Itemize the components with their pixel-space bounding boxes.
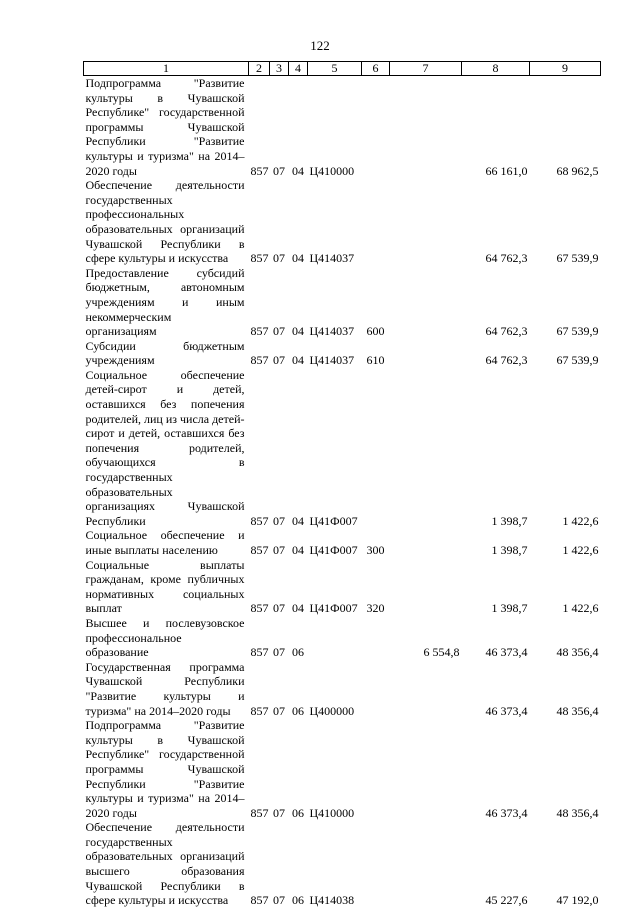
table-row [84,718,601,820]
cell-col9: 48 356,4 [556,645,599,660]
cell-expense-type: 600 [366,324,385,339]
column-header-6: 6 [362,62,390,76]
cell-subsection: 06 [292,645,304,660]
row-name: Социальные выплаты гражданам, кроме публичных нормативных социальных выплат [85,557,245,616]
cell-col8: 45 227,6 [485,893,528,908]
header-row [84,62,601,76]
column-header-9: 9 [530,62,601,76]
cell-target-article [308,616,362,660]
cell-code-ministry: 857 [250,353,269,368]
cell-col9: 48 356,4 [556,703,599,718]
table-row [84,660,601,718]
cell-subsection: 04 [292,163,304,178]
cell-col9: 47 192,0 [556,893,599,908]
cell-code-ministry: 857 [250,163,269,178]
row-name: Социальное обеспечение и иные выплаты населению [85,528,245,557]
table-body [84,76,601,908]
cell-col9: 1 422,6 [562,601,599,616]
cell-col9: 48 356,4 [556,805,599,820]
column-header-1: 1 [84,62,249,76]
cell-col8: 64 762,3 [485,324,528,339]
table-row [84,368,601,529]
cell-col8: 46 373,4 [485,703,528,718]
cell-target-article: Ц414037 [309,353,355,368]
cell-subsection: 04 [292,543,304,557]
table-row [84,76,601,179]
cell-expense-type [362,616,390,660]
cell-col7: 6 554,8 [423,645,460,660]
cell-col9: 1 422,6 [562,543,599,557]
cell-expense-type [362,660,390,718]
cell-expense-type [362,178,390,266]
cell-section: 07 [273,251,285,266]
row-name: Субсидии бюджетным учреждениям [85,338,245,368]
cell-col7 [390,339,462,368]
cell-code-ministry: 857 [250,703,269,718]
cell-col7 [390,178,462,266]
row-name: Обеспечение деятельности государственных профессиональных образовательных организаций Чувашской Республики в сфере культуры и искусства [85,178,245,266]
cell-expense-type: 300 [366,543,385,557]
cell-col8: 1 398,7 [491,601,528,616]
table-row [84,178,601,266]
cell-subsection: 04 [292,324,304,339]
column-header-8: 8 [462,62,530,76]
cell-expense-type [362,368,390,529]
cell-code-ministry: 857 [250,543,269,557]
cell-section: 07 [273,543,285,557]
cell-col9: 68 962,5 [556,163,599,178]
cell-col7 [390,718,462,820]
cell-target-article: Ц414037 [309,324,355,339]
cell-code-ministry: 857 [250,251,269,266]
cell-col8: 1 398,7 [491,513,528,528]
row-name: Обеспечение деятельности государственных образовательных организаций высшего образования Чувашской Республики в сфере культуры и искусства [85,820,245,908]
cell-code-ministry: 857 [250,645,269,660]
cell-col9: 1 422,6 [562,513,599,528]
cell-subsection: 04 [292,513,304,528]
cell-expense-type [362,820,390,908]
cell-col7 [390,558,462,616]
cell-section: 07 [273,324,285,339]
cell-col8: 64 762,3 [485,353,528,368]
page-number: 122 [310,38,330,53]
cell-expense-type [362,718,390,820]
cell-subsection: 06 [292,703,304,718]
cell-col9: 67 539,9 [556,324,599,339]
table-row [84,266,601,339]
column-header-5: 5 [308,62,362,76]
cell-target-article: Ц410000 [309,805,355,820]
cell-subsection: 04 [292,353,304,368]
cell-target-article: Ц41Ф007 [309,601,358,616]
cell-section: 07 [273,163,285,178]
cell-target-article: Ц41Ф007 [309,513,358,528]
row-name: Предоставление субсидий бюджетным, автономным учреждениям и иным некоммерческим организациям [85,265,245,339]
cell-expense-type [362,76,390,179]
table-row [84,820,601,908]
cell-section: 07 [273,805,285,820]
cell-subsection: 04 [292,601,304,616]
cell-col8: 64 762,3 [485,251,528,266]
cell-col8: 66 161,0 [485,163,528,178]
cell-section: 07 [273,353,285,368]
cell-target-article: Ц400000 [309,703,355,718]
cell-code-ministry: 857 [250,324,269,339]
budget-table [83,61,601,908]
cell-code-ministry: 857 [250,805,269,820]
cell-target-article: Ц414037 [309,251,355,266]
cell-col8: 46 373,4 [485,805,528,820]
table-row [84,616,601,660]
row-name: Подпрограмма "Развитие культуры в Чувашской Республике" государственной программы Чувашской Республики "Развитие культуры и туризма" на 2014–2020 годы [85,718,245,820]
cell-col7 [390,266,462,339]
row-name: Государственная программа Чувашской Республики "Развитие культуры и туризма" на 2014–2020 годы [85,659,245,718]
cell-subsection: 06 [292,893,304,908]
table-row [84,339,601,368]
cell-code-ministry: 857 [250,601,269,616]
table-row [84,558,601,616]
table-row [84,528,601,557]
cell-section: 07 [273,513,285,528]
cell-expense-type: 320 [366,601,385,616]
cell-col7 [390,660,462,718]
cell-col8: 46 373,4 [485,645,528,660]
cell-col7 [390,76,462,179]
cell-target-article: Ц410000 [309,163,355,178]
cell-section: 07 [273,645,285,660]
cell-section: 07 [273,893,285,908]
cell-col7 [390,368,462,529]
cell-col9: 67 539,9 [556,251,599,266]
cell-subsection: 06 [292,805,304,820]
cell-subsection: 04 [292,251,304,266]
cell-col8: 1 398,7 [491,543,528,557]
row-name: Подпрограмма "Развитие культуры в Чувашской Республике" государственной программы Чувашской Республики "Развитие культуры и туризма" на 2014–2020 годы [85,76,245,178]
cell-col7 [390,820,462,908]
cell-code-ministry: 857 [250,893,269,908]
cell-col9: 67 539,9 [556,353,599,368]
cell-col7 [390,528,462,557]
column-header-7: 7 [390,62,462,76]
cell-section: 07 [273,703,285,718]
row-name: Высшее и послевузовское профессиональное образование [85,615,245,660]
column-header-3: 3 [270,62,289,76]
cell-expense-type: 610 [366,353,385,368]
table-header [84,62,601,76]
column-header-2: 2 [249,62,270,76]
cell-target-article: Ц414038 [309,893,355,908]
row-name: Социальное обеспечение детей-сирот и детей, оставшихся без попечения родителей, лиц из числа детей-сирот и детей, оставшихся без попечения родителей, обучающихся в государственных образовательных организациях Чувашской Республики [85,367,245,528]
cell-code-ministry: 857 [250,513,269,528]
cell-section: 07 [273,601,285,616]
column-header-4: 4 [289,62,308,76]
cell-target-article: Ц41Ф007 [309,543,358,557]
